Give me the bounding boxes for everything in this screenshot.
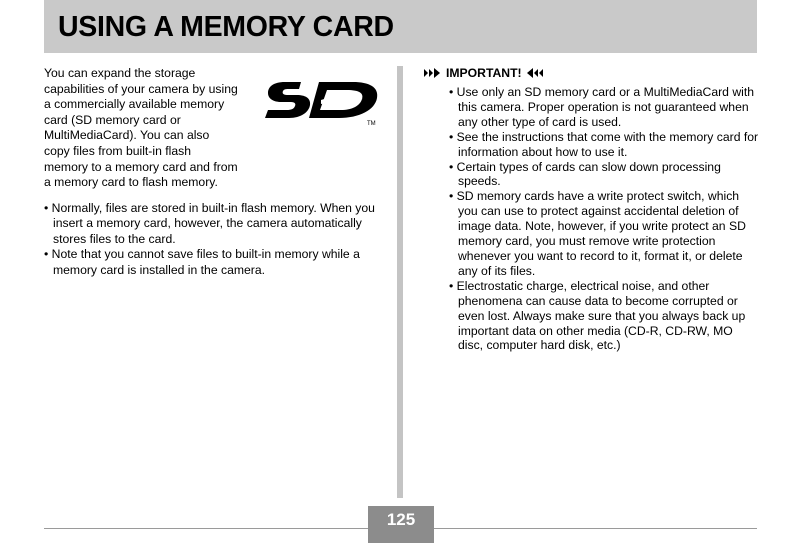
important-bullet-list [449,85,761,353]
list-item: • See the instructions that come with the memory card for information about how to use it. [449,129,759,159]
arrows-left-icon [527,68,544,78]
arrows-right-icon [424,68,441,78]
list-item: • Use only an SD memory card or a MultiMediaCard with this camera. Proper operation is not guaranteed when any other type of card is used. [449,85,754,129]
page-number-tab [368,506,434,543]
left-bullet-list [44,201,384,278]
important-label: IMPORTANT! [446,66,522,80]
intro-line: You can expand the storage [44,66,196,80]
list-item: • Electrostatic charge, electrical noise, and other phenomena can cause data to become corrupted or even lost. Always make sure that you always back up important data on other media (CD-R, CD-RW, MO disc, computer hard disk, etc.) [449,278,746,353]
intro-line: card (SD memory card or [44,112,181,127]
sd-logo-swoosh [321,97,363,104]
list-item: • SD memory cards have a write protect switch, which you can use to protect against accidental deletion of image data. Note, however, if you write protect an SD memory card, you must remove write protection whenever you want to record to it, format it, or delete any of its files. [449,189,746,278]
column-divider [397,66,403,498]
list-item: • Normally, files are stored in built-in flash memory. When you insert a memory card, however, the camera automatically stores files to the card. [44,201,375,246]
important-heading [424,66,544,80]
list-item: • Note that you cannot save files to built-in memory while a memory card is installed in the camera. [44,247,360,277]
page-title: USING A MEMORY CARD [58,11,394,43]
intro-line: memory to a memory card and from [44,159,238,174]
sd-logo-s-shape [265,82,310,118]
intro-line: a commercially available memory [44,97,225,112]
intro-line: copy files from built-in flash [44,143,191,158]
intro-line: MultiMediaCard). You can also [44,128,210,143]
intro-line: a memory card to flash memory. [44,175,218,190]
intro-line: capabilities of your camera by using [44,81,238,96]
sd-logo [263,74,385,130]
trademark-mark: TM [367,121,376,127]
intro-paragraph [44,66,259,191]
page-number: 125 [386,510,416,529]
list-item: • Certain types of cards can slow down processing speeds. [449,159,721,189]
